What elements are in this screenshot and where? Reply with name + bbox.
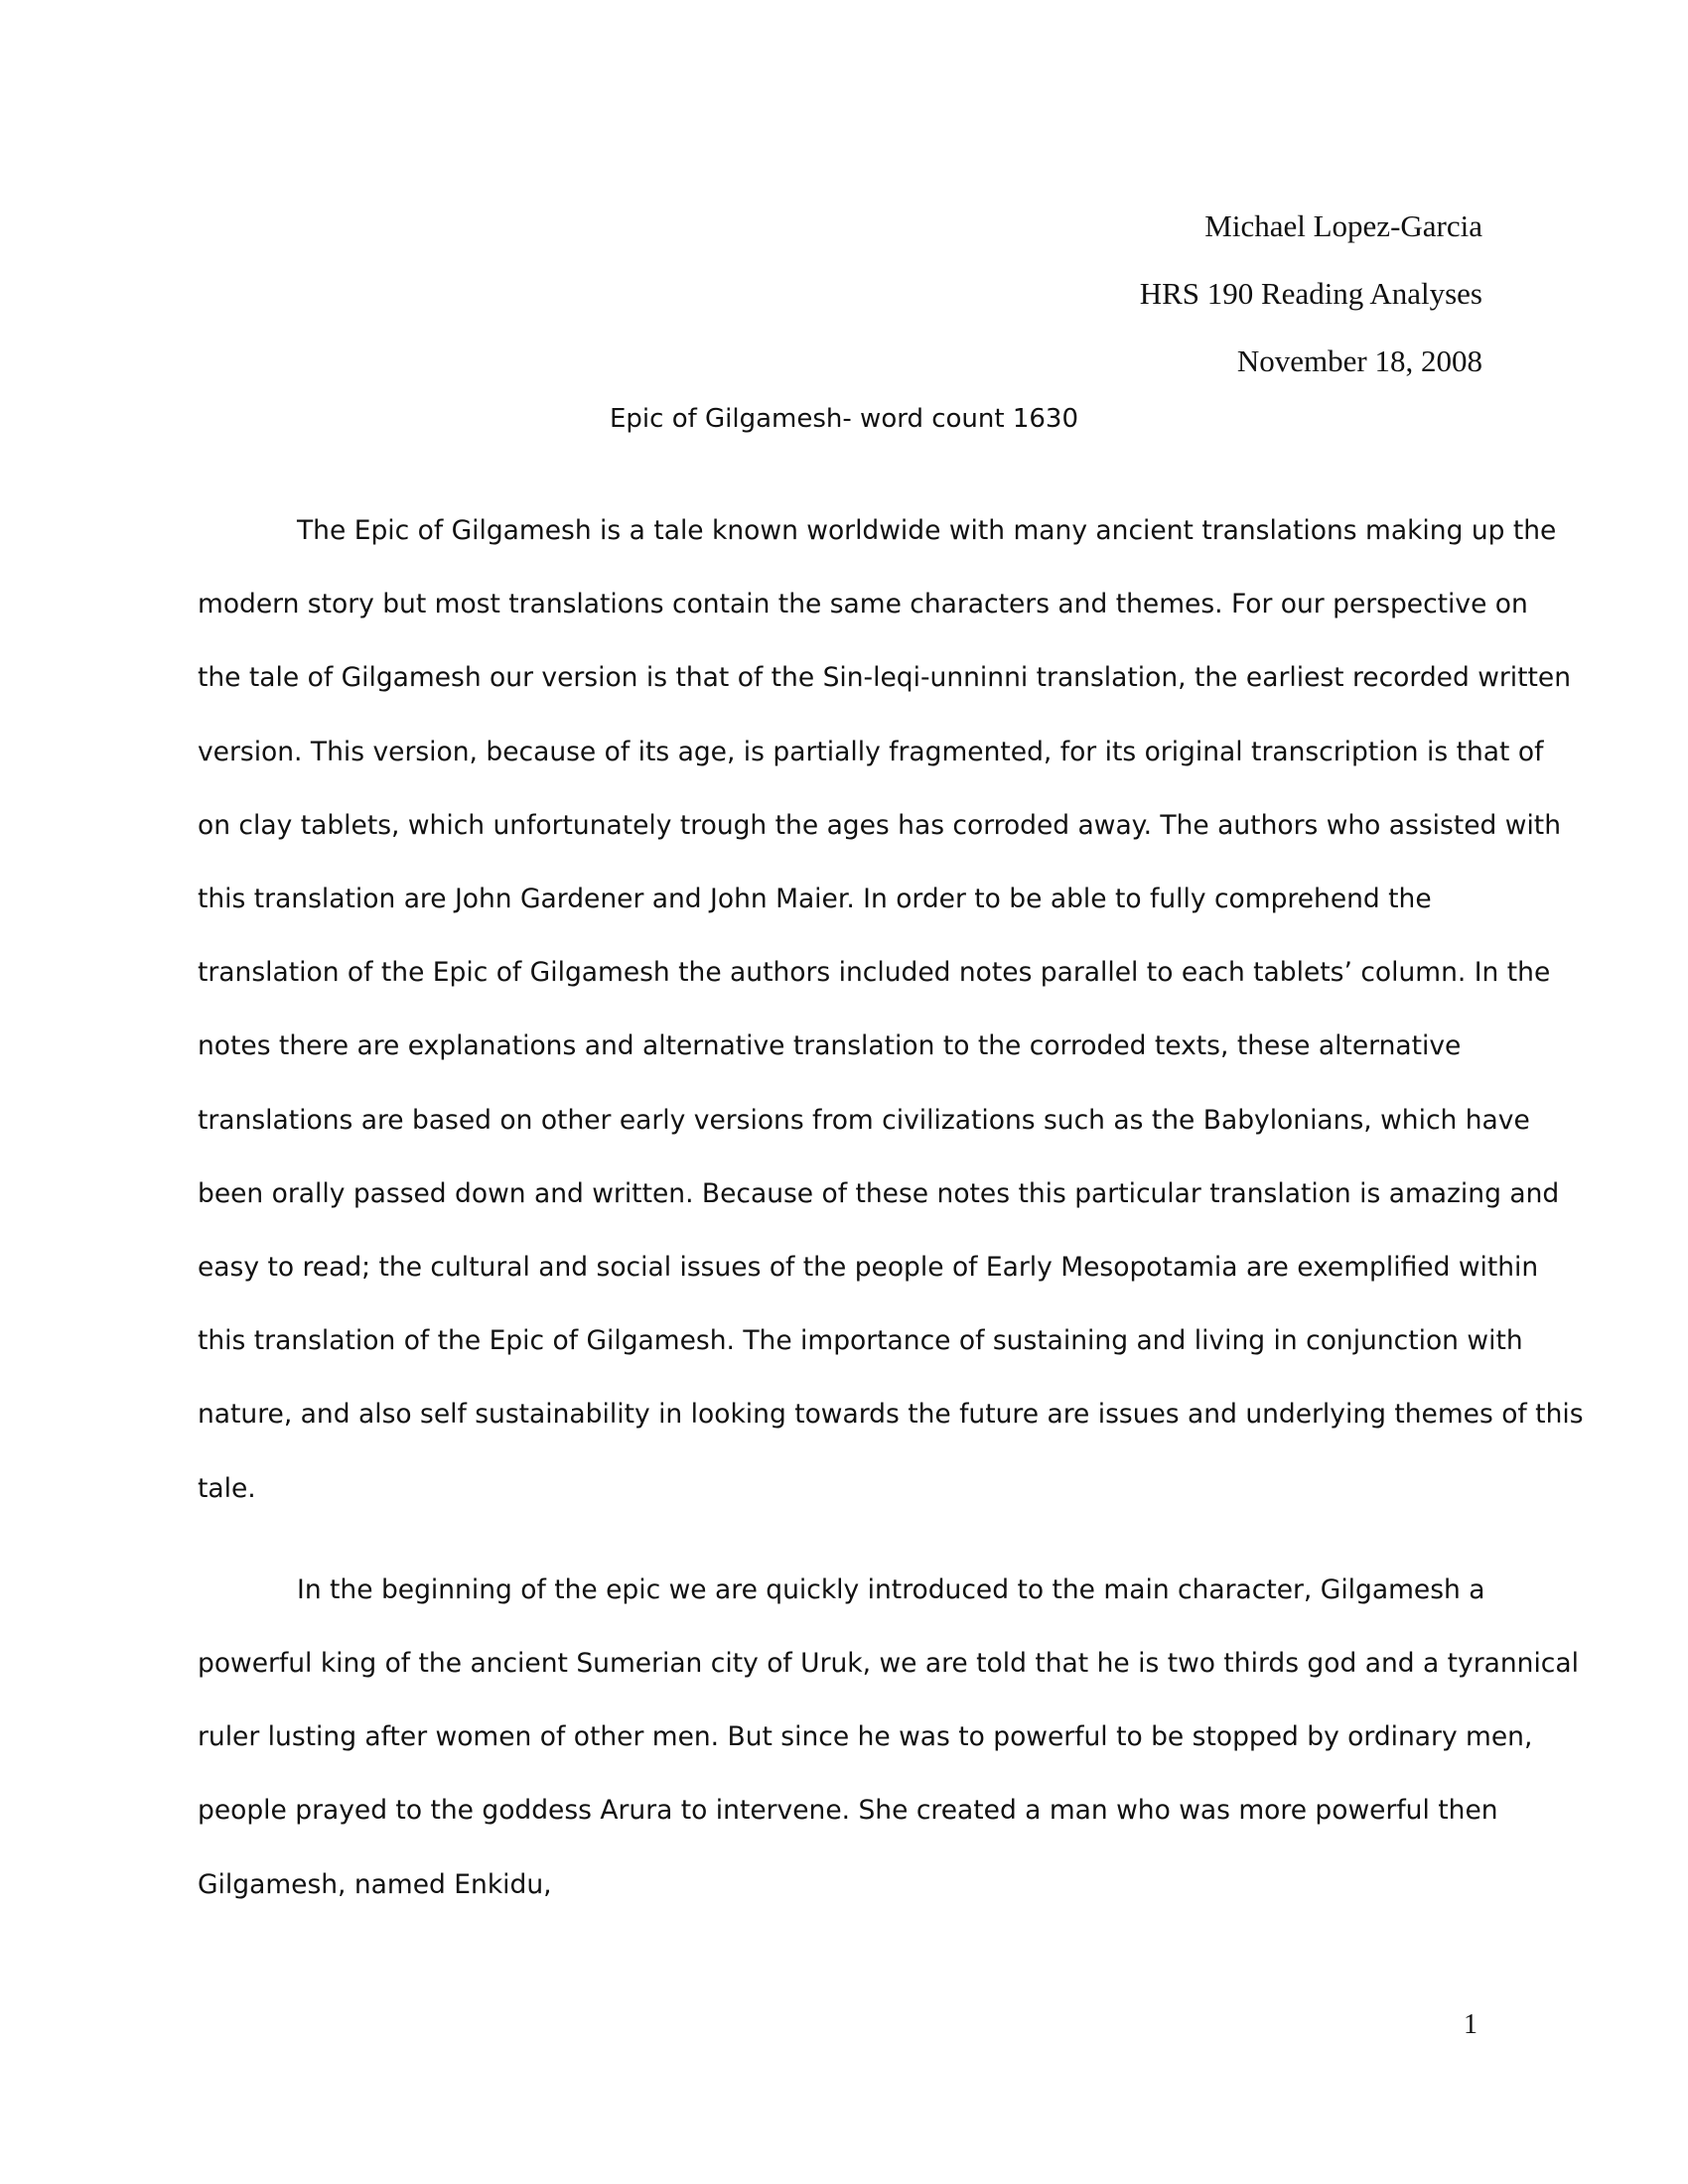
text-line: easy to read; the cultural and social issues of the people of Early Mesopotamia are exemplified within	[198, 1252, 1539, 1284]
text-line: been orally passed down and written. Because of these notes this particular translation is amazing and	[198, 1177, 1560, 1209]
text-line: modern story but most translations contain the same characters and themes. For our perspective on	[198, 589, 1528, 620]
document-date: November 18, 2008	[1236, 343, 1482, 378]
text-line: Gilgamesh, named Enkidu,	[198, 1868, 552, 1900]
text-line: tale.	[198, 1472, 256, 1504]
text-line: on clay tablets, which unfortunately trough the ages has corroded away. The authors who assisted with	[198, 809, 1561, 841]
text-line: this translation are John Gardener and John Maier. In order to be able to fully comprehend the	[198, 884, 1432, 915]
text-line: notes there are explanations and alternative translation to the corroded texts, these alternative	[198, 1030, 1462, 1062]
paragraph	[198, 1554, 1579, 1922]
text-line: translation of the Epic of Gilgamesh the authors included notes parallel to each tablets’ column. In the	[198, 957, 1551, 989]
page-number: 1	[1464, 2009, 1477, 2040]
course-name: HRS 190 Reading Analyses	[1139, 276, 1482, 311]
text-line: version. This version, because of its age, is partially fragmented, for its original transcription is that of	[198, 736, 1544, 767]
text-line: ruler lusting after women of other men. But since he was to powerful to be stopped by ordinary men,	[198, 1721, 1533, 1753]
document-title: Epic of Gilgamesh- word count 1630	[609, 404, 1079, 434]
paragraph	[198, 494, 1584, 1526]
text-line: this translation of the Epic of Gilgamesh. The importance of sustaining and living in conjunction with	[198, 1325, 1523, 1357]
heading-block	[787, 193, 1482, 395]
text-line: In the beginning of the epic we are quickly introduced to the main character, Gilgamesh a	[297, 1573, 1485, 1605]
text-line: The Epic of Gilgamesh is a tale known worldwide with many ancient translations making up the	[297, 515, 1557, 546]
text-line: nature, and also self sustainability in looking towards the future are issues and underlying themes of this	[198, 1399, 1584, 1431]
text-line: the tale of Gilgamesh our version is that of the Sin-leqi-unninni translation, the earliest recorded written	[198, 662, 1572, 694]
text-line: powerful king of the ancient Sumerian city of Uruk, we are told that he is two thirds god and a tyrannical	[198, 1648, 1579, 1680]
document-body	[198, 494, 1584, 1950]
author-name: Michael Lopez-Garcia	[1204, 208, 1482, 243]
text-line: people prayed to the goddess Arura to intervene. She created a man who was more powerful then	[198, 1795, 1498, 1827]
text-line: translations are based on other early versions from civilizations such as the Babylonians, which have	[198, 1104, 1530, 1136]
